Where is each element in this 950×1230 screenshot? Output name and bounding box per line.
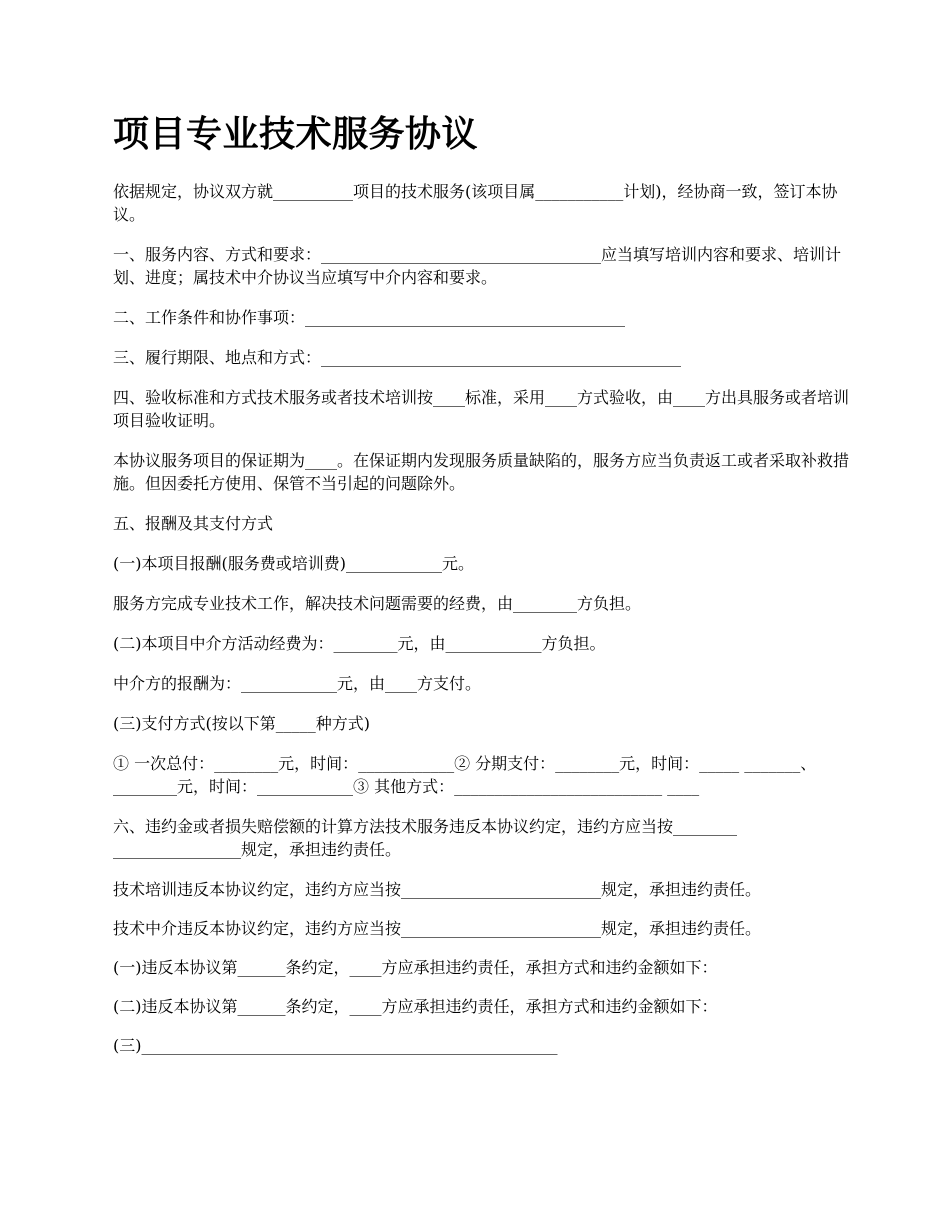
paragraph-intro: 依据规定，协议双方就__________项目的技术服务(该项目属___________计划)，经协商一致，签订本协议。 bbox=[113, 182, 838, 224]
paragraph-expenses: 服务方完成专业技术工作，解决技术问题需要的经费，由________方负担。 bbox=[113, 594, 642, 613]
paragraph-acceptance: 四、验收标准和方式技术服务或者技术培训按____标准，采用____方式验收，由____方出具服务或者培训项目验收证明。 bbox=[113, 388, 850, 430]
paragraph-term-place: 三、履行期限、地点和方式：_____________________________________________ bbox=[113, 348, 682, 367]
paragraph-warranty: 本协议服务项目的保证期为____。在保证期内发现服务质量缺陷的，服务方应当负责返工或者采取补救措施。但因委托方使用、保管不当引起的问题除外。 bbox=[113, 451, 850, 493]
paragraph-intermediary-expenses: (二)本项目中介方活动经费为：________元，由____________方负担。 bbox=[113, 634, 606, 653]
paragraph-fee: (一)本项目报酬(服务费或培训费)____________元。 bbox=[113, 554, 474, 573]
paragraph-breach-1: (一)违反本协议第______条约定，____方应承担违约责任，承担方式和违约金额如下： bbox=[113, 958, 718, 977]
document-page bbox=[113, 110, 858, 1073]
paragraph-breach-2: (二)违反本协议第______条约定，____方应承担违约责任，承担方式和违约金额如下： bbox=[113, 997, 718, 1016]
paragraph-payment-method: (三)支付方式(按以下第_____种方式) bbox=[113, 714, 370, 733]
paragraph-training-breach: 技术培训违反本协议约定，违约方应当按_________________________规定，承担违约责任。 bbox=[113, 880, 762, 899]
section-heading-payment: 五、报酬及其支付方式 bbox=[113, 514, 274, 533]
paragraph-payment-options: ① 一次总付：________元，时间：____________② 分期支付：________元，时间：_____ _______、________元，时间：____________③ 其他方式：__________________________ ____ bbox=[113, 754, 817, 796]
paragraph-service-content: 一、服务内容、方式和要求：___________________________________应当填写培训内容和要求、培训计划、进度；属技术中介协议当应填写中介内容和要求。 bbox=[113, 245, 842, 287]
paragraph-intermediary-fee: 中介方的报酬为：____________元，由____方支付。 bbox=[113, 674, 482, 693]
paragraph-work-conditions: 二、工作条件和协作事项：________________________________________ bbox=[113, 308, 626, 327]
paragraph-breach-3: (三)____________________________________________________ bbox=[113, 1036, 558, 1055]
paragraph-penalty: 六、违约金或者损失赔偿额的计算方法技术服务违反本协议约定，违约方应当按________ ________________规定，承担违约责任。 bbox=[113, 817, 743, 859]
document-title: 项目专业技术服务协议 bbox=[113, 113, 479, 155]
paragraph-intermediary-breach: 技术中介违反本协议约定，违约方应当按_________________________规定，承担违约责任。 bbox=[113, 919, 762, 938]
